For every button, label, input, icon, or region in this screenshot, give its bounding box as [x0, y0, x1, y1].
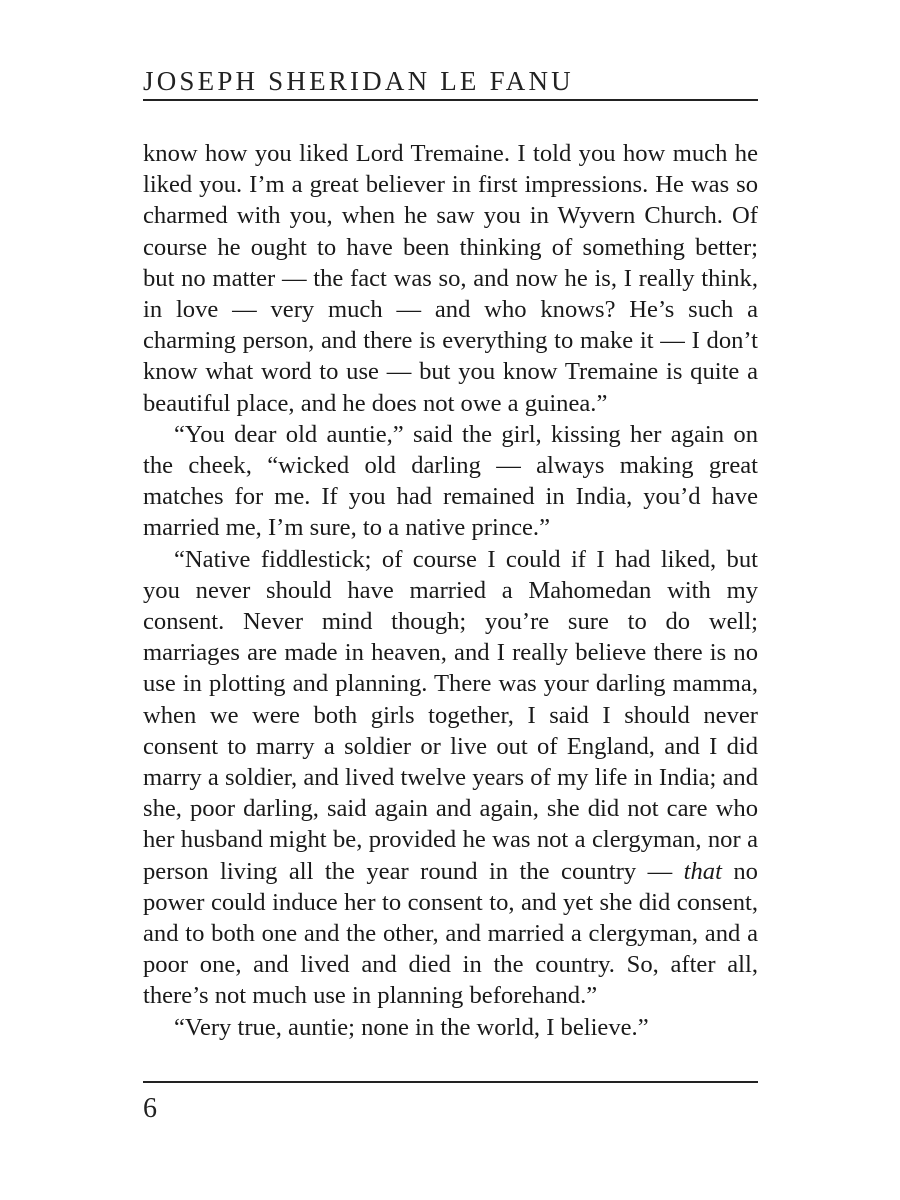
- italic-emphasis: that: [683, 857, 722, 885]
- paragraph-text: “Very true, auntie; none in the world, I believe.”: [174, 1013, 649, 1041]
- paragraph-text: “Native fiddlestick; of course I could if I had liked, but you never should have married a Mahomedan with my consent. Never mind though; you’re sure to do well; marriages are made in heaven, and I really believe there is no use in plotting and planning. There was your darling mamma, when we were both girls together, I said I should never consent to marry a soldier or live out of England, and I did marry a soldier, and lived twelve years of my life in India; and she, poor darling, said again and again, she did not care who her husband might be, provided he was not a clergyman, nor a person living all the year round in the country —: [143, 545, 758, 885]
- paragraph-text: no power could induce her to consent to, and yet she did consent, and to both one and the other, and married a clergyman, and a poor one, and lived and died in the country. So, after all, there’s not much use in planning beforehand.”: [143, 857, 758, 1010]
- book-page: [143, 0, 758, 1200]
- running-head: JOSEPH SHERIDAN LE FANU: [143, 66, 574, 96]
- paragraph-1: [143, 138, 758, 419]
- paragraph-4: [143, 1012, 758, 1043]
- paragraph-2: [143, 419, 758, 544]
- paragraph-text: “You dear old auntie,” said the girl, kissing her again on the cheek, “wicked old darling — always making great matches for me. If you had remained in India, you’d have married me, I’m sure, to a native prince.”: [143, 420, 758, 542]
- page-number: 6: [143, 1093, 157, 1124]
- header-rule: [143, 99, 758, 101]
- paragraph-3: [143, 544, 758, 1012]
- footer-rule: [143, 1081, 758, 1083]
- body-text: [143, 138, 758, 1043]
- paragraph-text: know how you liked Lord Tremaine. I told you how much he liked you. I’m a great believer in first impressions. He was so charmed with you, when he saw you in Wyvern Church. Of course he ought to have been thinking of something better; but no matter — the fact was so, and now he is, I really think, in love — very much — and who knows? He’s such a charming person, and there is everything to make it — I don’t know what word to use — but you know Tremaine is quite a beautiful place, and he does not owe a guinea.”: [143, 140, 758, 417]
